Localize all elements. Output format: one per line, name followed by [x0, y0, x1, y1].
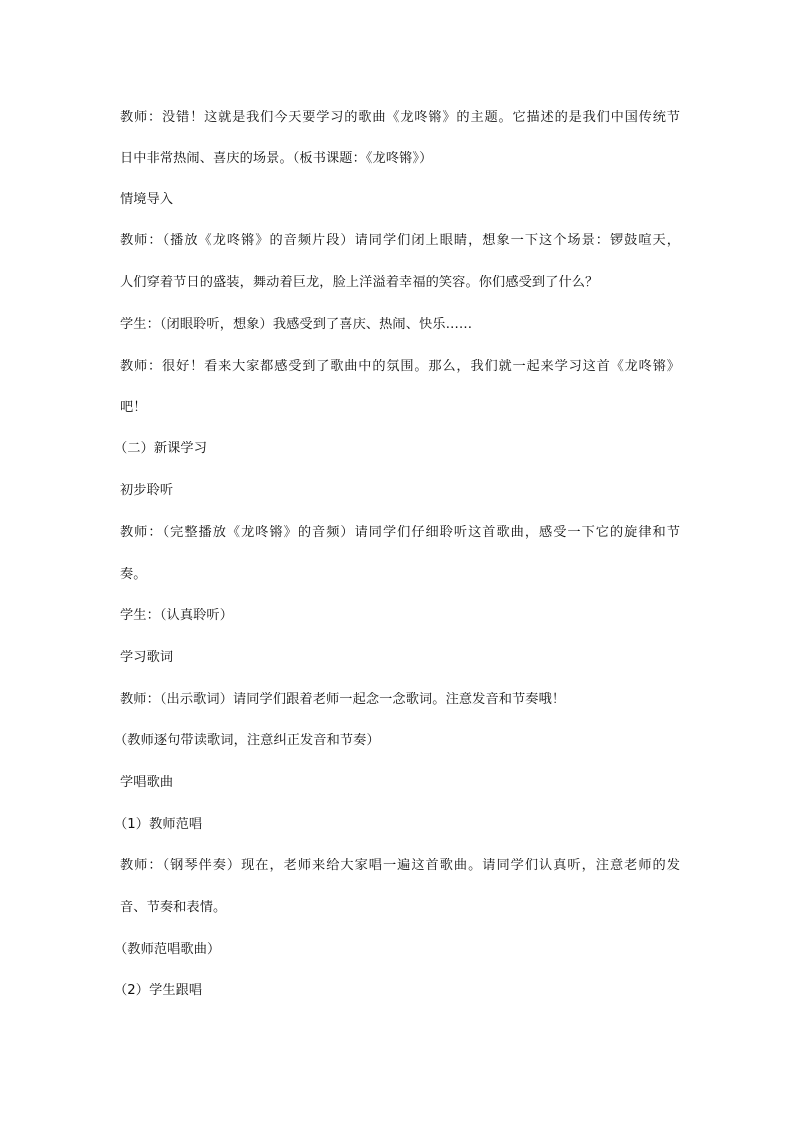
paragraph-line: 吧！ — [120, 400, 147, 415]
section-heading: （1）教师范唱 — [114, 817, 203, 832]
section-heading: 初步聆听 — [120, 483, 174, 498]
paragraph-line: 奏。 — [120, 567, 147, 582]
section-heading: （二）新课学习 — [114, 441, 208, 456]
paragraph-line: 教师：（钢琴伴奏）现在，老师来给大家唱一遍这首歌曲。请同学们认真听，注意老师的发 — [120, 858, 680, 873]
section-heading: （2）学生跟唱 — [114, 983, 203, 998]
paragraph-line: （教师范唱歌曲） — [114, 942, 221, 957]
paragraph-line: 教师：很好！看来大家都感受到了歌曲中的氛围。那么，我们就一起来学习这首《龙咚锵》 — [120, 359, 680, 374]
paragraph-line: 教师：没错！这就是我们今天要学习的歌曲《龙咚锵》的主题。它描述的是我们中国传统节 — [120, 110, 680, 125]
section-heading: 情境导入 — [120, 192, 174, 207]
paragraph-line: 教师：（完整播放《龙咚锵》的音频）请同学们仔细聆听这首歌曲，感受一下它的旋律和节 — [120, 525, 680, 540]
paragraph-line: 教师：（出示歌词）请同学们跟着老师一起念一念歌词。注意发音和节奏哦！ — [120, 692, 566, 707]
paragraph-line: 日中非常热闹、喜庆的场景。（板书课题：《龙咚锵》） — [120, 151, 433, 166]
paragraph-line: 教师：（播放《龙咚锵》的音频片段）请同学们闭上眼睛，想象一下这个场景：锣鼓喧天， — [120, 233, 680, 248]
paragraph-line: 学生：（认真聆听） — [120, 608, 233, 623]
section-heading: 学习歌词 — [120, 650, 174, 665]
paragraph-line: 音、节奏和表情。 — [120, 900, 227, 915]
paragraph-line: （教师逐句带读歌词，注意纠正发音和节奏） — [114, 733, 380, 748]
paragraph-line: 人们穿着节日的盛装，舞动着巨龙，脸上洋溢着幸福的笑容。你们感受到了什么？ — [120, 275, 599, 290]
section-heading: 学唱歌曲 — [120, 775, 174, 790]
paragraph-line: 学生：（闭眼聆听，想象）我感受到了喜庆、热闹、快乐…… — [120, 317, 473, 332]
